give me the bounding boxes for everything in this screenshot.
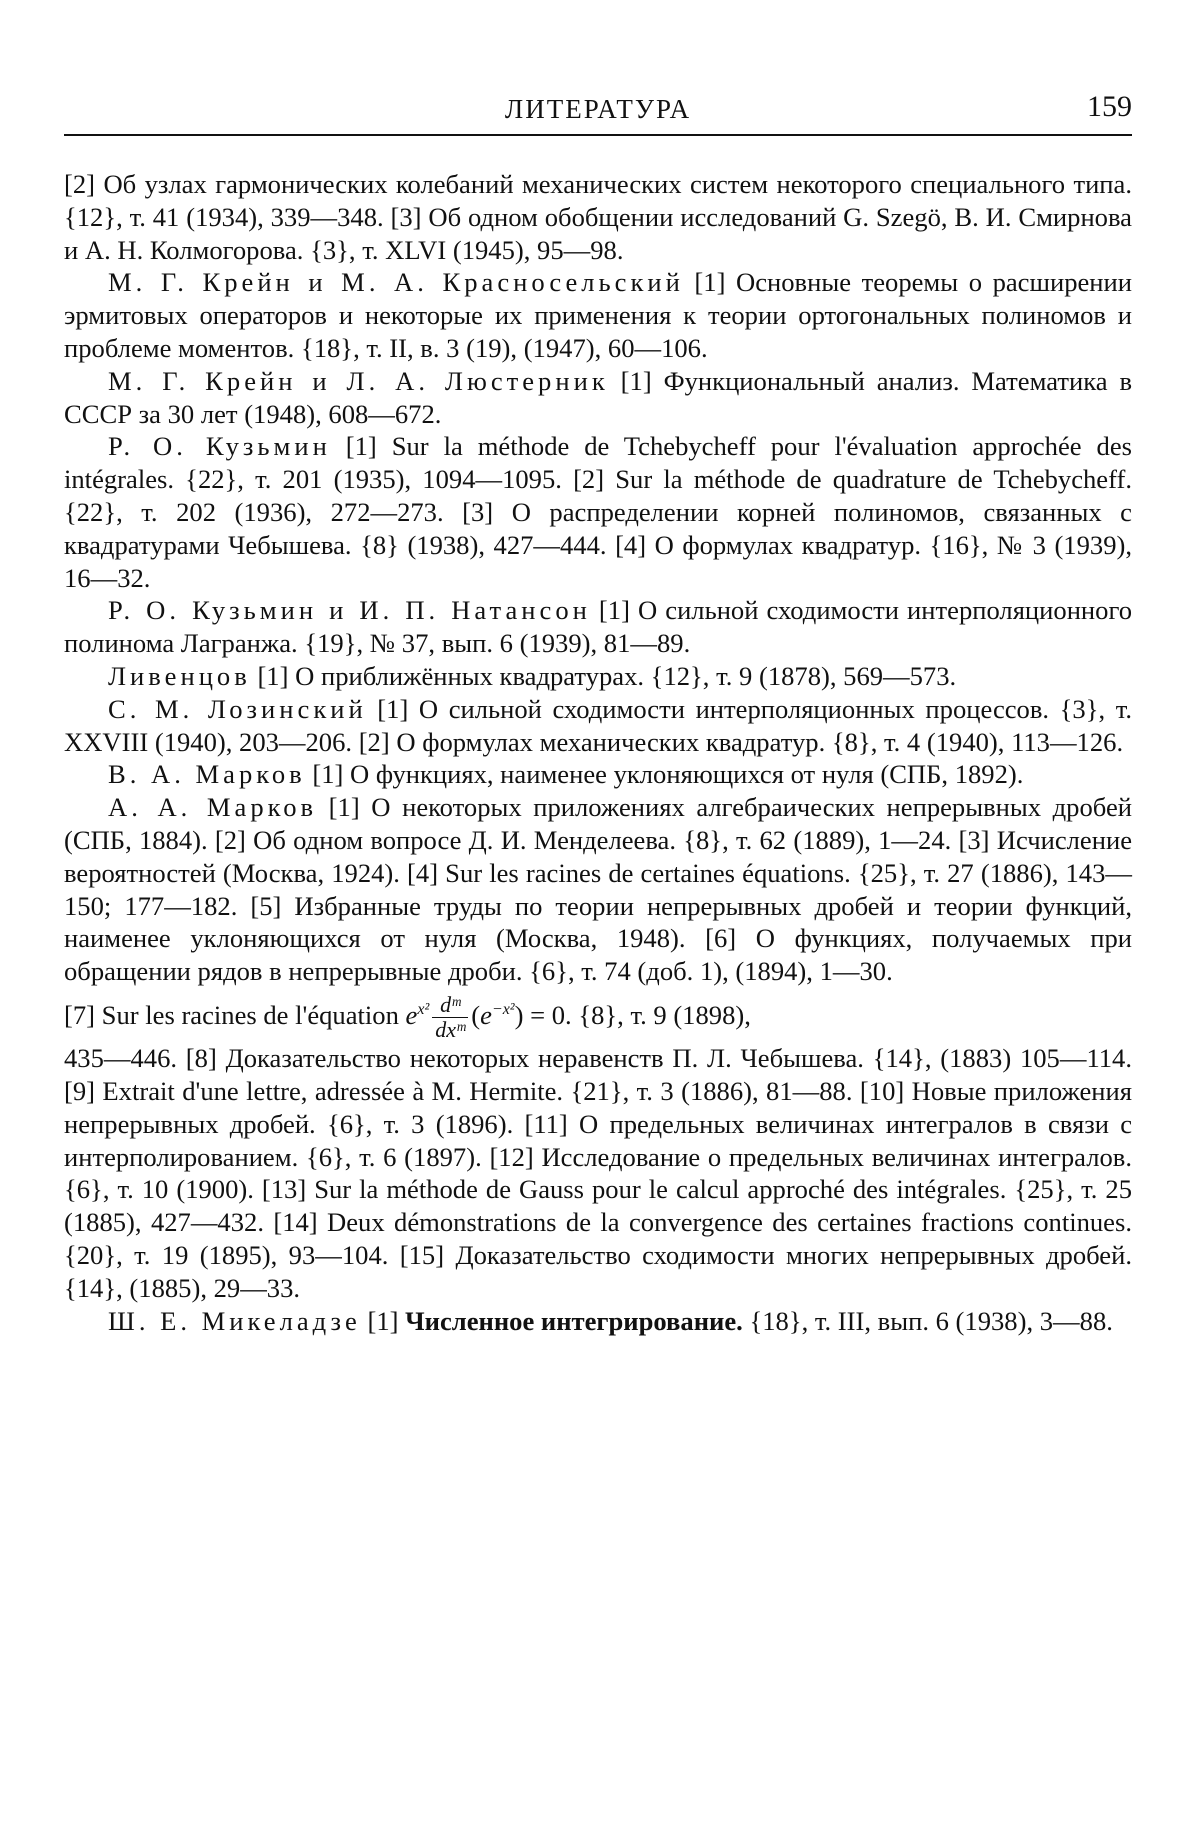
entry-author: Ливенцов [108,660,251,691]
entry-text: [1] О функциях, наименее уклоняющихся от нуля (СПБ, 1892). [305,759,1024,790]
entry-author: М. Г. Крейн и Л. А. Люстерник [108,365,609,396]
formula-exponent: −x² [491,1000,515,1018]
bibliography-entry [64,266,1132,364]
page-title: ЛИТЕРАТУРА [504,94,692,124]
entry-bold-title: Численное интегрирование. [405,1305,743,1336]
entry-author: С. М. Лозинский [108,693,367,724]
entry-text: [1] Sur la méthode de Tchebycheff pour l'évaluation approchée des intégrales. {22}, т. 201 (1935), 1094—1095. [2] Sur la méthode de quadrature de Tchebycheff. {22}, т. 202 (1936), 272—273. [3] О распределении корней полиномов, связанных с квадратурами Чебышева. {8} (1938), 427—444. [4] О формулах квадратур. {16}, № 3 (1939), 16—32. [64,431,1132,593]
entry-author: В. А. Марков [108,759,306,790]
formula-line: [7] Sur les racines de l'équation $e^{x^2}$ $\frac{\text{dᵐ}}{\text{dxᵐ}}$ $(e^{-x^2}) = 0$. {8}, т. 9 (1898), [64,992,751,1043]
bibliography-entry [64,430,1132,594]
formula-line-after: = 0. {8}, т. 9 (1898), [523,999,751,1030]
formula-line-before: [7] Sur les racines de l'équation [64,999,406,1030]
bibliography-entry [64,660,1132,693]
bibliography-entry [64,365,1132,431]
entry-text: [2] Об узлах гармонических колебаний механических систем некоторого специального типа. {12}, т. 41 (1934), 339—348. [3] Об одном обобщении исследований G. Szegö, В. И. Смирнова и А. Н. Колмогорова. {3}, т. XLVI (1945), 95—98. [64,169,1132,265]
bibliography-entry-continuation [64,1042,1132,1304]
derivative-fraction [432,993,468,1042]
entry-text: [1] О приближённых квадратурах. {12}, т. 9 (1878), 569—573. [250,660,957,691]
entry-text: [1] О сильной сходимости интерполяционных процессов. {3}, т. XXVIII (1940), 203—206. [2] О формулах механических квадратур. {8}, т. 4 (1940), 113—126. [64,693,1132,757]
bibliography-entry [64,168,1132,266]
bibliography-entry [64,758,1132,791]
entry-text: [1] Функциональный анализ. Математика в СССР за 30 лет (1948), 608—672. [64,365,1133,429]
bibliography-entry [64,693,1132,759]
entry-text: 435—446. [8] Доказательство некоторых неравенств П. Л. Чебышева. {14}, (1883) 105—114. [9] Extrait d'une lettre, adressée à M. Hermite. {21}, т. 3 (1886), 81—88. [10] Новые приложения непрерывных дробей. {6}, т. 3 (1896). [11] О предельных величинах интегралов в связи с интерполированием. {6}, т. 6 (1897). [12] Исследование о предельных величинах интегралов. {6}, т. 10 (1900). [13] Sur la méthode de Gauss pour le calcul approché des intégrales. {25}, т. 25 (1885), 427—432. [14] Deux démonstrations de la convergence des certaines fractions continues. {20}, т. 19 (1895), 93—104. [15] Доказательство сходимости многих непрерывных дробей. {14}, (1885), 29—33. [64,1043,1132,1303]
formula-base: e [480,999,492,1030]
entry-text: [1] Основные теоремы о расширении эрмитовых операторов и некоторые их применения к теории ортогональных полиномов и проблеме моментов. {18}, т. II, в. 3 (19), (1947), 60—106. [64,267,1132,363]
bibliography-entry [64,791,1132,988]
fraction-denominator: dxᵐ [435,1017,466,1043]
entry-text: [1] О некоторых приложениях алгебраических непрерывных дробей (СПБ, 1884). [2] Об одном вопросе Д. И. Менделеева. {8}, т. 62 (1889), 1—24. [3] Исчисление вероятностей (Москва, 1924). [4] Sur les racines de certaines équations. {25}, т. 27 (1886), 143—150; 177—182. [5] Избранные труды по теории непрерывных дробей и теории функций, наименее уклоняющихся от нуля (Москва, 1948). [6] О функциях, получаемых при обращении рядов в непрерывные дроби. {6}, т. 74 (доб. 1), (1894), 1—30. [64,792,1132,987]
formula-exponent: x² [417,1000,430,1018]
fraction-numerator: dᵐ [432,993,468,1018]
bibliography-entry [64,594,1132,660]
bibliography-text [64,168,1132,1337]
entry-text: {18}, т. III, вып. 6 (1938), 3—88. [742,1305,1113,1336]
entry-author: Р. О. Кузьмин и И. П. Натансон [108,595,591,626]
entry-author: А. А. Марков [108,792,318,823]
page-number: 159 [1087,90,1132,123]
running-head [64,86,1132,136]
entry-author: Ш. Е. Микеладзе [108,1305,361,1336]
entry-author: Р. О. Кузьмин [108,431,331,462]
bibliography-entry [64,1305,1132,1338]
entry-text: [1] О сильной сходимости интерполяционного полинома Лагранжа. {19}, № 37, вып. 6 (1939), 81—89. [64,595,1132,659]
entry-text: [1] [360,1305,406,1336]
entry-author: М. Г. Крейн и М. А. Красносельский [108,267,684,298]
formula-base: e [405,999,418,1030]
